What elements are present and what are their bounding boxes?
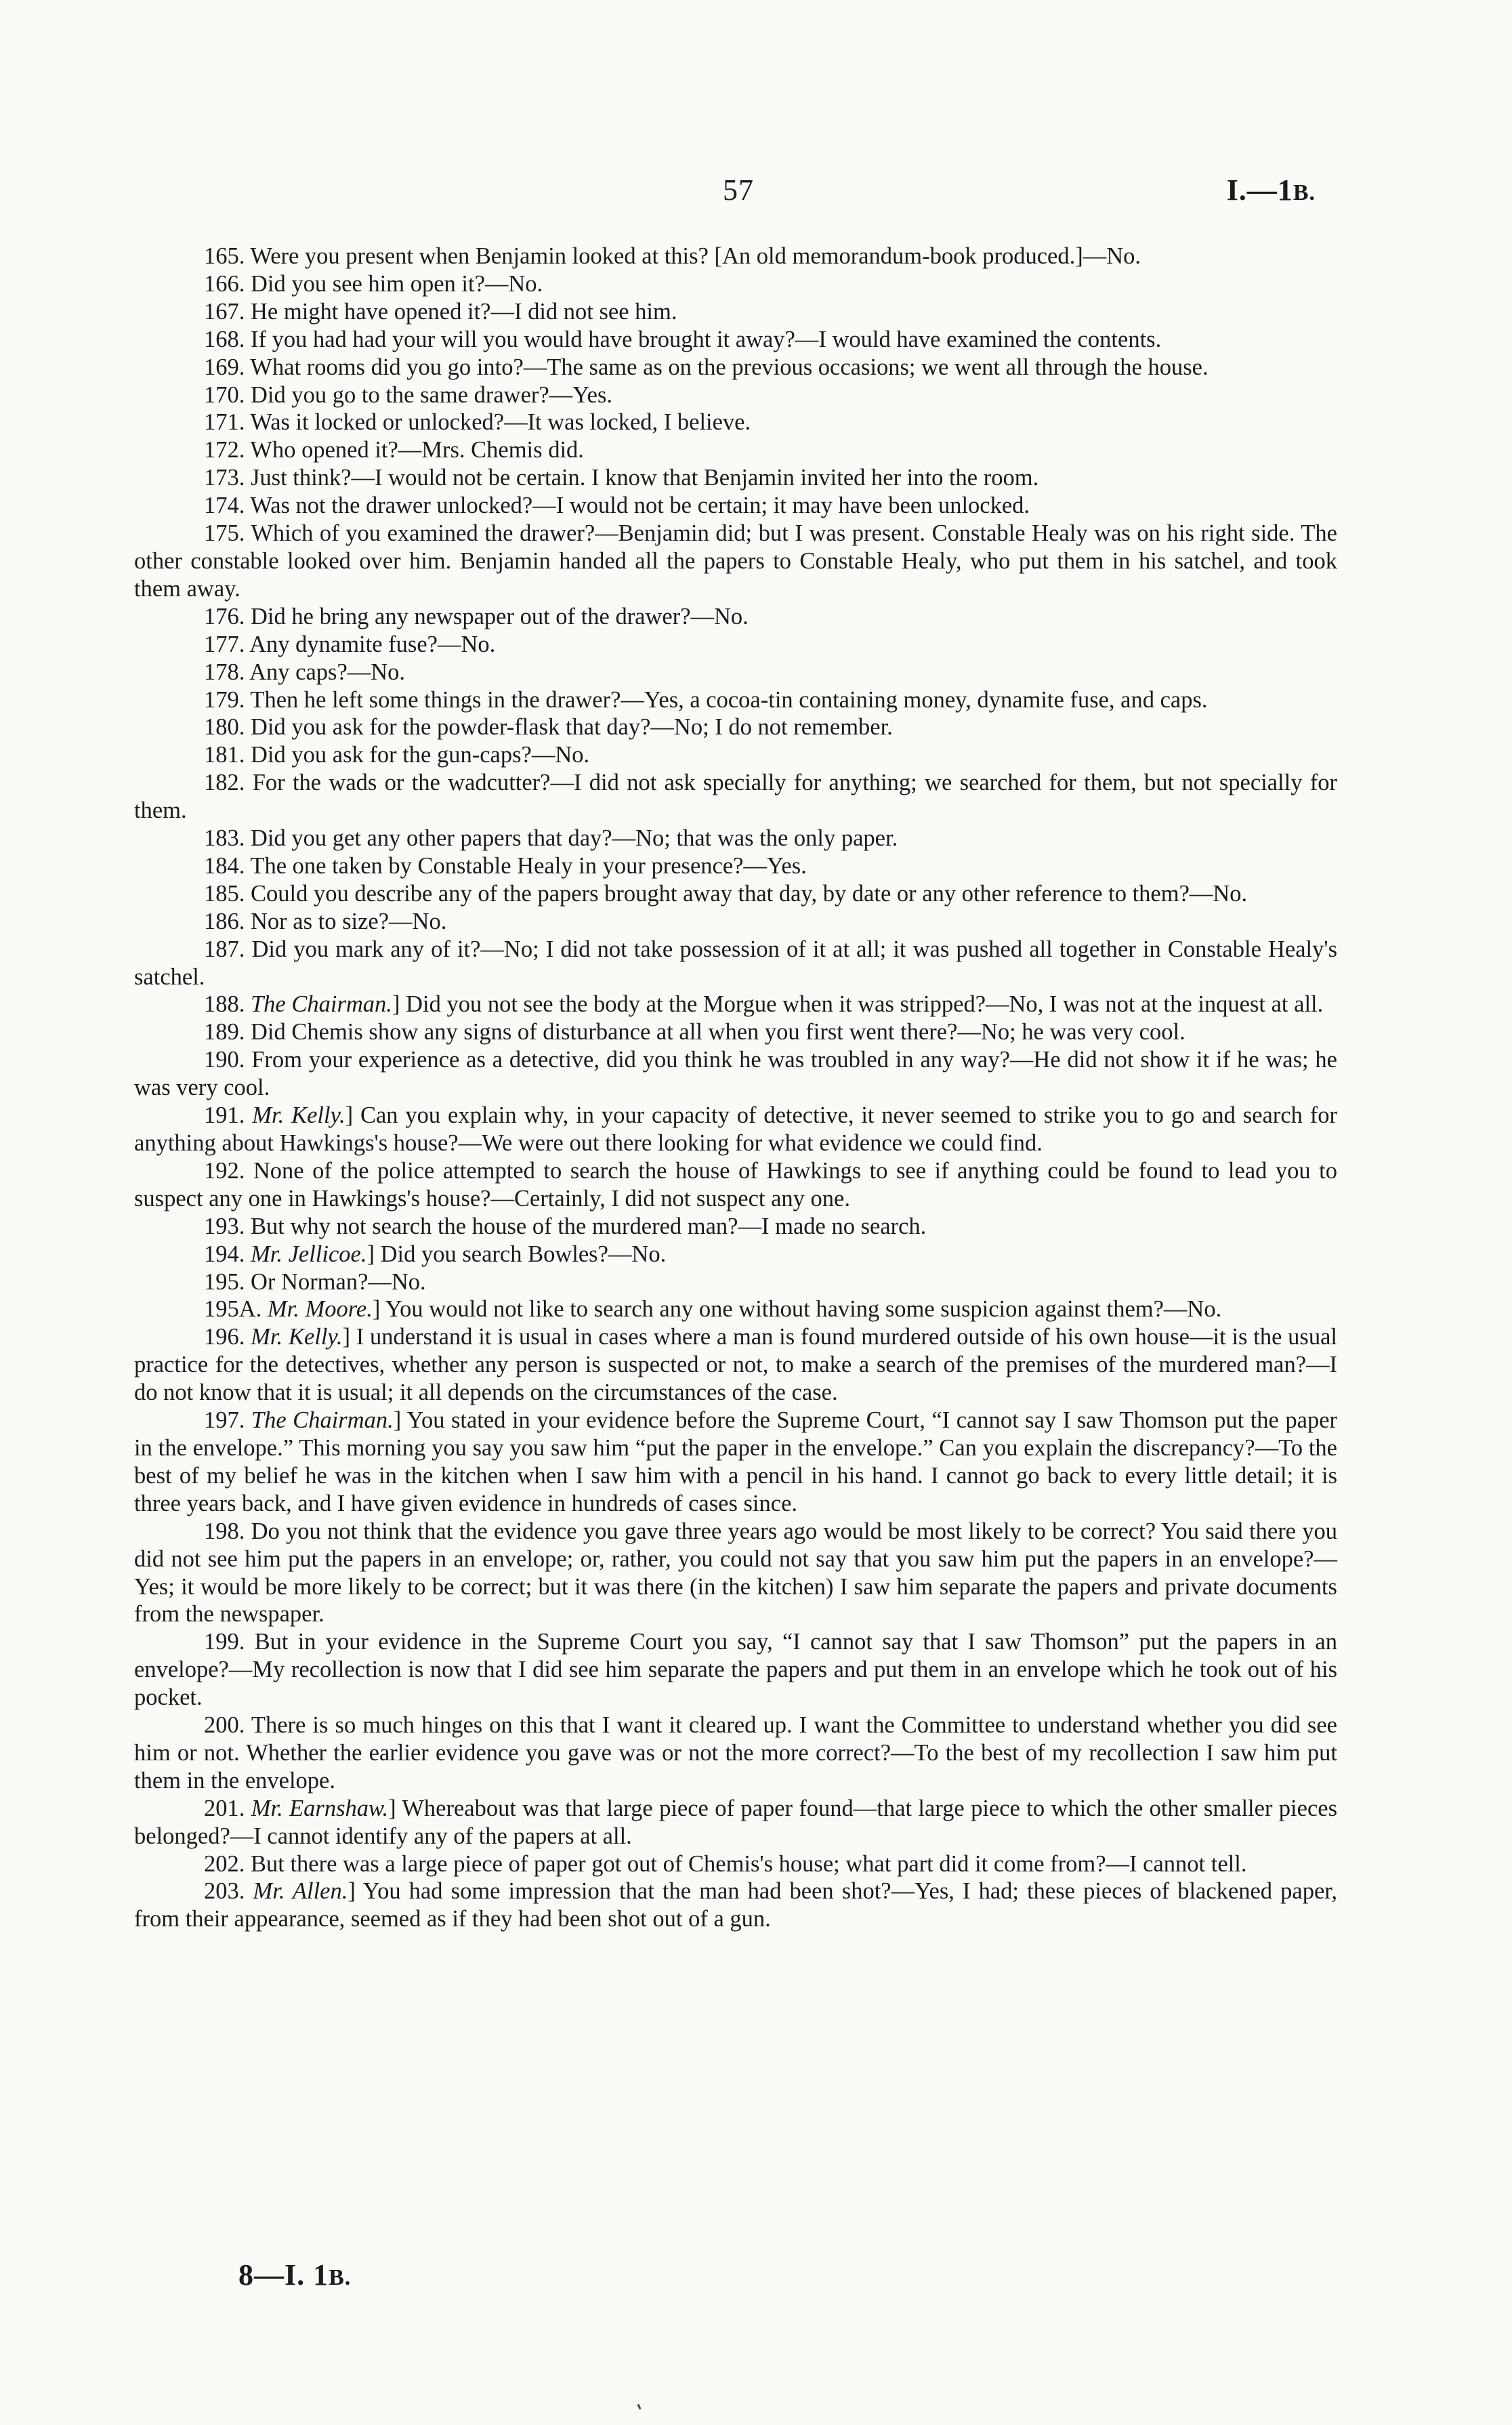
question-number: 178. [204, 659, 245, 685]
testimony-paragraph [134, 1018, 1337, 1046]
testimony-paragraph [134, 270, 1337, 298]
question-number: 172. [204, 437, 245, 463]
paragraph-text: Did Chemis show any signs of disturbance at all when you first went there?—No; he was very cool. [251, 1019, 1185, 1045]
paragraph-text: Did you not see the body at the Morgue when it was stripped?—No, I was not at the inquest at all. [406, 991, 1324, 1018]
paragraph-text: Were you present when Benjamin looked at this? [An old memorandum-book produced.]—No. [250, 243, 1141, 269]
paragraph-text: But in your evidence in the Supreme Court you say, “I cannot say that I saw Thomson” put the papers in an envelope?—My recollection is now that I did see him separate the papers and put them in an envelope which he took out of his pocket. [134, 1629, 1337, 1711]
paragraph-text: Or Norman?—No. [251, 1268, 426, 1295]
question-number: 187. [204, 936, 245, 962]
question-number: 195. [204, 1268, 245, 1295]
paragraph-text: Did you see him open it?—No. [251, 270, 543, 297]
question-number: 169. [204, 354, 245, 380]
paragraph-text: Was not the drawer unlocked?—I would not be certain; it may have been unlocked. [250, 493, 1030, 519]
testimony-paragraph [134, 520, 1337, 603]
speaker-name: Mr. Jellicoe. [251, 1241, 367, 1267]
testimony-paragraph: 188. The Chairman.] Did you not see the body at the Morgue when it was stripped?—No, I was not at the inquest at all. [204, 991, 1324, 1018]
testimony-paragraph: 203. Mr. Allen.] You had some impression that the man had been shot?—Yes, I had; these pieces of blackened paper, from their appearance, seemed as if they had been shot out of a gun. [134, 1878, 1338, 1932]
testimony-paragraph [134, 492, 1337, 520]
testimony-paragraph: 197. The Chairman.] You stated in your evidence before the Supreme Court, “I cannot say I saw Thomson put the paper in the envelope.” This morning you say you saw him “put the paper in the envelope.” Can you explain the discrepancy?—To the best of my belief he was in the kitchen when I saw him with a pencil in his hand. I cannot go back to every little detail; it is three years back, and I have given evidence in hundreds of cases since. [134, 1407, 1338, 1516]
question-number: 182. [204, 770, 245, 796]
paragraph-text: Which of you examined the drawer?—Benjamin did; but I was present. Constable Healy was on his right side. The other constable looked over him. Benjamin handed all the papers to Constable Healy, who put them in his satchel, and took them away. [134, 520, 1337, 602]
testimony-paragraph [134, 1850, 1337, 1878]
paragraph-text: Did you ask for the gun-caps?—No. [251, 742, 590, 768]
question-number: 186. [204, 908, 245, 934]
question-number: 198. [204, 1518, 245, 1544]
question-number: 202. [204, 1850, 245, 1877]
paragraph-text: From your experience as a detective, did you think he was troubled in any way?—He did not show it if he was; he was very cool. [134, 1047, 1337, 1101]
testimony-paragraph [134, 1712, 1337, 1795]
question-number: 191. [204, 1102, 245, 1129]
paragraph-text: Did you mark any of it?—No; I did not take possession of it at all; it was pushed all together in Constable Healy's satchel. [134, 936, 1338, 990]
question-number: 177. [204, 631, 245, 657]
question-number: 194. [204, 1241, 245, 1267]
question-number: 193. [204, 1213, 245, 1239]
paragraph-text: You would not like to search any one without having some suspicion against them?—No. [385, 1296, 1222, 1323]
paragraph-text: But why not search the house of the murdered man?—I made no search. [251, 1213, 927, 1239]
question-number: 197. [204, 1407, 245, 1434]
testimony-paragraph: 196. Mr. Kelly.] I understand it is usual in cases where a man is found murdered outside of his own house—it is the usual practice for the detectives, whether any person is suspected or not, to make a search of the premises of the murdered man?—I do not know that it is usual; it all depends on the circumstances of the case. [134, 1324, 1338, 1406]
testimony-paragraph [134, 631, 1337, 659]
testimony-paragraph [134, 1268, 1337, 1296]
signature-mark [238, 2258, 351, 2292]
paragraph-text: I understand it is usual in cases where a man is found murdered outside of his own house—it is the usual practice for the detectives, whether any person is suspected or not, to make a search of the premises of the murdered man?—I do not know that it is usual; it all depends on the circumstances of the case. [134, 1324, 1338, 1406]
testimony-paragraph [134, 713, 1337, 741]
testimony-paragraph [134, 1046, 1337, 1102]
paragraph-text: He might have opened it?—I did not see him. [251, 298, 677, 325]
testimony-paragraph [134, 908, 1337, 936]
testimony-paragraph [134, 686, 1337, 714]
question-number: 192. [204, 1157, 245, 1184]
paragraph-text: You stated in your evidence before the Supreme Court, “I cannot say I saw Thomson put the paper in the envelope.” This morning you say you saw him “put the paper in the envelope.” Can you explain the discrepancy?—To the best of my belief he was in the kitchen when I saw him with a pencil in his hand. I cannot go back to every little detail; it is three years back, and I have given evidence in hundreds of cases since. [134, 1407, 1338, 1516]
question-number: 165. [204, 243, 245, 269]
question-number: 167. [204, 298, 245, 325]
speaker-name: Mr. Moore. [267, 1296, 373, 1323]
testimony-paragraph [134, 326, 1337, 354]
paragraph-text: Did he bring any newspaper out of the drawer?—No. [251, 603, 749, 629]
page-header [0, 173, 1512, 213]
paragraph-text: The one taken by Constable Healy in your presence?—Yes. [250, 852, 807, 879]
paragraph-text: Nor as to size?—No. [251, 908, 447, 934]
signature-suffix: B. [329, 2265, 352, 2290]
question-number: 183. [204, 825, 245, 852]
question-number: 175. [204, 520, 245, 547]
testimony-paragraph [134, 409, 1337, 436]
question-number: 201. [204, 1795, 245, 1821]
paragraph-text: Then he left some things in the drawer?—Yes, a cocoa-tin containing money, dynamite fuse, and caps. [250, 686, 1208, 713]
paper-speck [637, 2404, 641, 2410]
page-number: 57 [723, 173, 754, 207]
paragraph-text: Could you describe any of the papers brought away that day, by date or any other reference to them?—No. [251, 880, 1248, 907]
testimony-paragraph [134, 825, 1337, 852]
paragraph-text: Did you go to the same drawer?—Yes. [251, 381, 613, 408]
testimony-paragraph [134, 354, 1337, 381]
testimony-paragraph: 195A. Mr. Moore.] You would not like to search any one without having some suspicion against them?—No. [204, 1296, 1222, 1323]
testimony-paragraph [134, 464, 1337, 492]
speaker-name: The Chairman. [251, 991, 392, 1018]
question-number: 170. [204, 381, 245, 408]
testimony-paragraph [134, 436, 1337, 464]
speaker-name: Mr. Kelly. [251, 1324, 343, 1350]
question-number: 203. [204, 1878, 245, 1905]
testimony-paragraph: 201. Mr. Earnshaw.] Whereabout was that large piece of paper found—that large piece to which the other smaller pieces belonged?—I cannot identify any of the papers at all. [134, 1795, 1337, 1849]
paragraph-text: Just think?—I would not be certain. I know that Benjamin invited her into the room. [251, 465, 1039, 491]
paragraph-text: Whereabout was that large piece of paper found—that large piece to which the other smaller pieces belonged?—I cannot identify any of the papers at all. [134, 1795, 1337, 1849]
paragraph-text: Any dynamite fuse?—No. [249, 631, 496, 657]
paragraph-text: Was it locked or unlocked?—It was locked, I believe. [250, 409, 751, 436]
testimony-paragraph [134, 298, 1337, 326]
question-number: 181. [204, 742, 245, 768]
paragraph-text: Did you get any other papers that day?—No; that was the only paper. [251, 825, 898, 852]
speaker-name: Mr. Kelly. [252, 1102, 345, 1129]
paragraph-text: If you had had your will you would have brought it away?—I would have examined the contents. [251, 326, 1162, 352]
paragraph-text: There is so much hinges on this that I want it cleared up. I want the Committee to understand whether you did see him or not. Whether the earlier evidence you gave was or not the more correct?—To the best of my recollection I saw him put them in the envelope. [134, 1712, 1337, 1794]
paragraph-text: Did you search Bowles?—No. [380, 1241, 667, 1267]
paragraph-text: Did you ask for the powder-flask that day?—No; I do not remember. [251, 714, 893, 741]
signature-main: 8—I. 1 [238, 2258, 329, 2292]
paragraph-text: Can you explain why, in your capacity of detective, it never seemed to strike you to go and search for anything about Hawkings's house?—We were out there looking for what evidence we could find. [134, 1102, 1337, 1156]
question-number: 188. [204, 991, 245, 1018]
document-reference-main: I.—1 [1226, 173, 1293, 207]
testimony-paragraph [134, 880, 1337, 908]
question-number: 200. [204, 1712, 245, 1739]
testimony-paragraph: 191. Mr. Kelly.] Can you explain why, in your capacity of detective, it never seemed to strike you to go and search for anything about Hawkings's house?—We were out there looking for what evidence we could find. [134, 1102, 1337, 1156]
testimony-paragraph [134, 603, 1337, 631]
question-number: 195A. [204, 1296, 262, 1323]
paragraph-text: But there was a large piece of paper got out of Chemis's house; what part did it come from?—I cannot tell. [251, 1850, 1247, 1877]
question-number: 174. [204, 493, 245, 519]
testimony-paragraph [134, 659, 1337, 686]
paragraph-text: Any caps?—No. [249, 659, 406, 685]
paragraph-text: For the wads or the wadcutter?—I did not ask specially for anything; we searched for them, but not specially for them. [134, 770, 1338, 824]
question-number: 184. [204, 852, 245, 879]
paragraph-text: Do you not think that the evidence you gave three years ago would be most likely to be correct? You said there you did not see him put the papers in an envelope; or, rather, you could not say that you saw him put the papers in an envelope?—Yes; it would be more likely to be correct; but it was there (in the kitchen) I saw him separate the papers and private documents from the newspaper. [134, 1518, 1337, 1628]
question-number: 179. [204, 686, 245, 713]
testimony-paragraph [134, 1157, 1337, 1213]
testimony-paragraph [134, 852, 1337, 880]
question-number: 196. [204, 1324, 245, 1350]
testimony-paragraph [134, 769, 1337, 825]
paragraph-text: None of the police attempted to search the house of Hawkings to see if anything could be found to lead you to suspect any one in Hawkings's house?—Certainly, I did not suspect any one. [134, 1157, 1338, 1211]
testimony-paragraph [134, 1628, 1337, 1712]
testimony-paragraph [134, 1518, 1337, 1629]
speaker-name: The Chairman. [251, 1407, 394, 1434]
question-number: 173. [204, 465, 245, 491]
speaker-name: Mr. Earnshaw. [251, 1795, 389, 1821]
question-number: 190. [204, 1047, 245, 1073]
question-number: 199. [204, 1629, 245, 1655]
question-number: 171. [204, 409, 245, 436]
testimony-paragraph [134, 741, 1337, 769]
testimony-paragraph [134, 381, 1337, 409]
question-number: 180. [204, 714, 245, 741]
question-number: 189. [204, 1019, 245, 1045]
question-number: 168. [204, 326, 245, 352]
speaker-name: Mr. Allen. [253, 1878, 348, 1905]
testimony-paragraph [134, 936, 1337, 991]
document-body [134, 243, 1337, 1933]
document-reference [1227, 173, 1316, 207]
testimony-paragraph [134, 1213, 1337, 1241]
document-reference-suffix: B. [1293, 180, 1316, 205]
testimony-paragraph [134, 243, 1337, 270]
question-number: 185. [204, 880, 245, 907]
question-number: 176. [204, 603, 245, 629]
paragraph-text: Who opened it?—Mrs. Chemis did. [250, 437, 584, 463]
paragraph-text: What rooms did you go into?—The same as on the previous occasions; we went all through the house. [250, 354, 1209, 380]
paragraph-text: You had some impression that the man had been shot?—Yes, I had; these pieces of blackened paper, from their appearance, seemed as if they had been shot out of a gun. [134, 1878, 1338, 1932]
question-number: 166. [204, 270, 245, 297]
testimony-paragraph: 194. Mr. Jellicoe.] Did you search Bowles?—No. [204, 1241, 667, 1267]
